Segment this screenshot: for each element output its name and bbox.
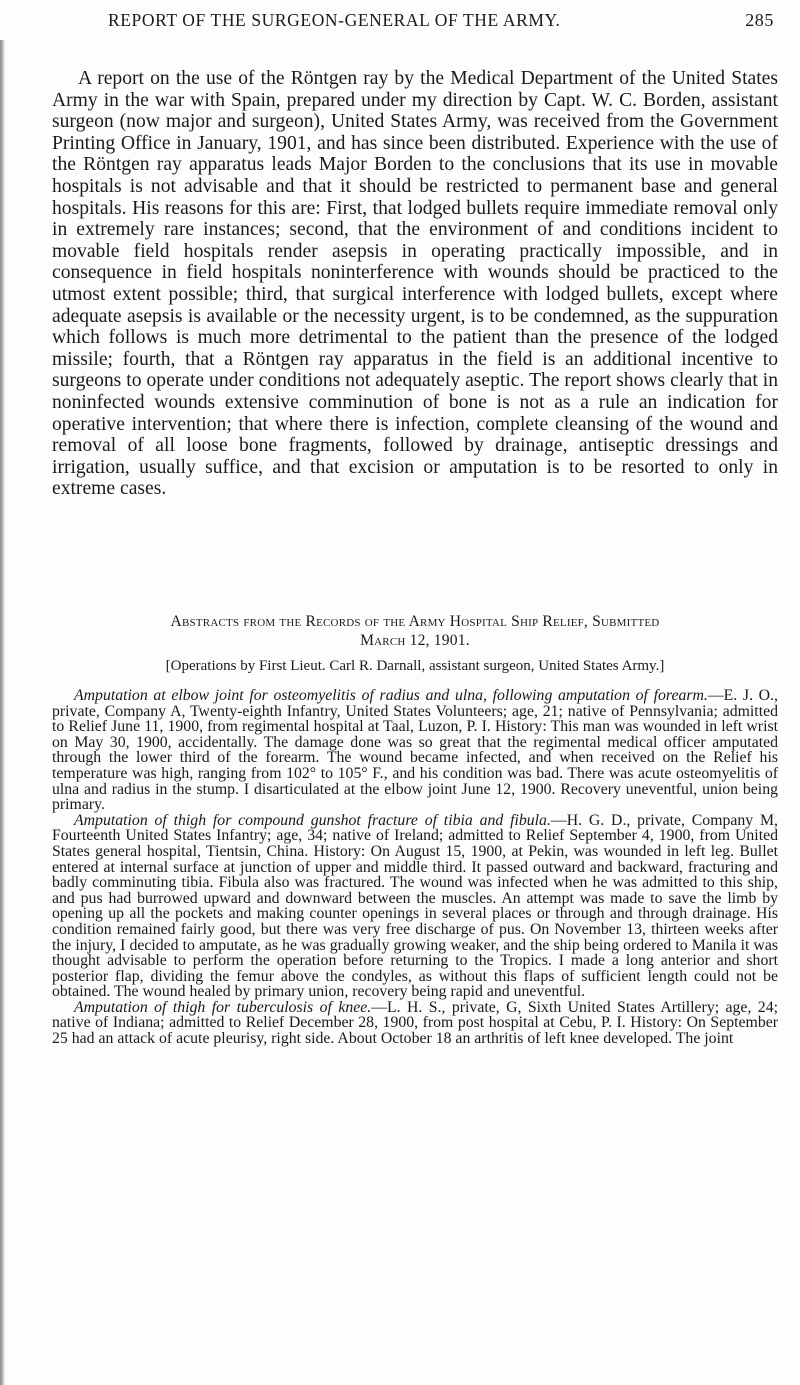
intro-section: [52, 68, 778, 500]
case-report: [52, 1000, 778, 1047]
case-title: Amputation at elbow joint for osteomyelitis of radius and ulna, following amputation of forearm.: [74, 687, 708, 704]
section-heading-line-1: Abstracts from the Records of the Army Hospital Ship Relief, Submitted: [170, 613, 660, 630]
page-number: 285: [745, 10, 774, 30]
case-body: —H. G. D., private, Company M, Fourteenth United States Infantry; age, 34; native of Ireland; admitted to Relief September 4, 1900, from United States general hospital, Tientsin, China. History: On August 15, 1900, at Pekin, was wounded in left leg. Bullet entered at internal surface at junction of upper and middle third. It passed outward and backward, fracturing and badly comminuting tibia. Fibula also was fractured. The wound was infected when he was admitted to this ship, and pus had burrowed upward and downward between the muscles. An attempt was made to save the limb by opening up all the pockets and making counter openings in several places or through and through drainage. His condition remained fairly good, but there was very free discharge of pus. On November 13, thirteen weeks after the injury, I decided to amputate, as he was gradually growing weaker, and the ship being ordered to Manila it was thought advisable to perform the operation before returning to the Tropics. I made a long anterior and short posterior flap, dividing the femur above the condyles, as without this flaps of sufficient length could not be obtained. The wound healed by primary union, recovery being rapid and uneventful.: [52, 811, 778, 1001]
scan-binding-shadow: [0, 40, 5, 1385]
case-reports: [52, 688, 778, 1047]
case-report: [52, 813, 778, 1000]
intro-paragraph: A report on the use of the Röntgen ray by the Medical Department of the United States Army in the war with Spain, prepared under my direction by Capt. W. C. Borden, assistant surgeon (now major and surgeon), United States Army, was received from the Government Printing Office in January, 1901, and has since been distributed. Experience with the use of the Röntgen ray apparatus leads Major Borden to the conclusions that its use in movable hospitals is not advisable and that it should be restricted to permanent base and general hospitals. His reasons for this are: First, that lodged bullets require immediate removal only in extremely rare instances; second, that the environment of and conditions incident to movable field hospitals render asepsis in operating practically impossible, and in consequence in field hospitals noninterference with wounds should be practiced to the utmost extent possible; third, that surgical interference with lodged bullets, except where adequate asepsis is available or the necessity urgent, is to be condemned, as the suppuration which follows is much more detrimental to the patient than the presence of the lodged missile; fourth, that a Röntgen ray apparatus in the field is an additional incentive to surgeons to operate under conditions not adequately aseptic. The report shows clearly that in noninfected wounds extensive comminution of bone is not as a rule an indication for operative intervention; that where there is infection, complete cleansing of the wound and removal of all loose bone fragments, followed by drainage, antiseptic dressings and irrigation, usually suffice, and that excision or amputation is to be resorted to only in extreme cases.: [52, 68, 778, 500]
running-head: [52, 10, 774, 38]
case-report: [52, 688, 778, 813]
case-title: Amputation of thigh for compound gunshot fracture of tibia and fibula.: [74, 811, 551, 829]
section-heading-line-2: March 12, 1901.: [360, 632, 470, 649]
case-body: —E. J. O., private, Company A, Twenty-eighth Infantry, United States Volunteers; age, 21; native of Pennsylvania; admitted to Relief June 11, 1900, from regimental hospital at Taal, Luzon, P. I. History: This man was wounded in left wrist on May 30, 1900, accidentally. The damage done was so great that the regimental medical officer amputated through the lower third of the forearm. The wound became infected, and when received on the Relief his temperature was high, ranging from 102° to 105° F., and his condition was bad. There was acute osteomyelitis of ulna and radius in the stump. I disarticulated at the elbow joint June 12, 1900. Recovery uneventful, union being primary.: [52, 687, 778, 814]
section-heading: [52, 612, 778, 650]
case-body: —L. H. S., private, G, Sixth United States Artillery; age, 24; native of Indiana; admitted to Relief December 28, 1900, from post hospital at Cebu, P. I. History: On September 25 had an attack of acute pleurisy, right side. About October 18 an arthritis of left knee developed. The joint: [52, 998, 778, 1048]
operations-note: [Operations by First Lieut. Carl R. Darnall, assistant surgeon, United States Army.]: [165, 658, 665, 674]
running-head-title: REPORT OF THE SURGEON-GENERAL OF THE ARMY.: [108, 10, 561, 30]
case-title: Amputation of thigh for tuberculosis of knee.: [74, 998, 372, 1016]
